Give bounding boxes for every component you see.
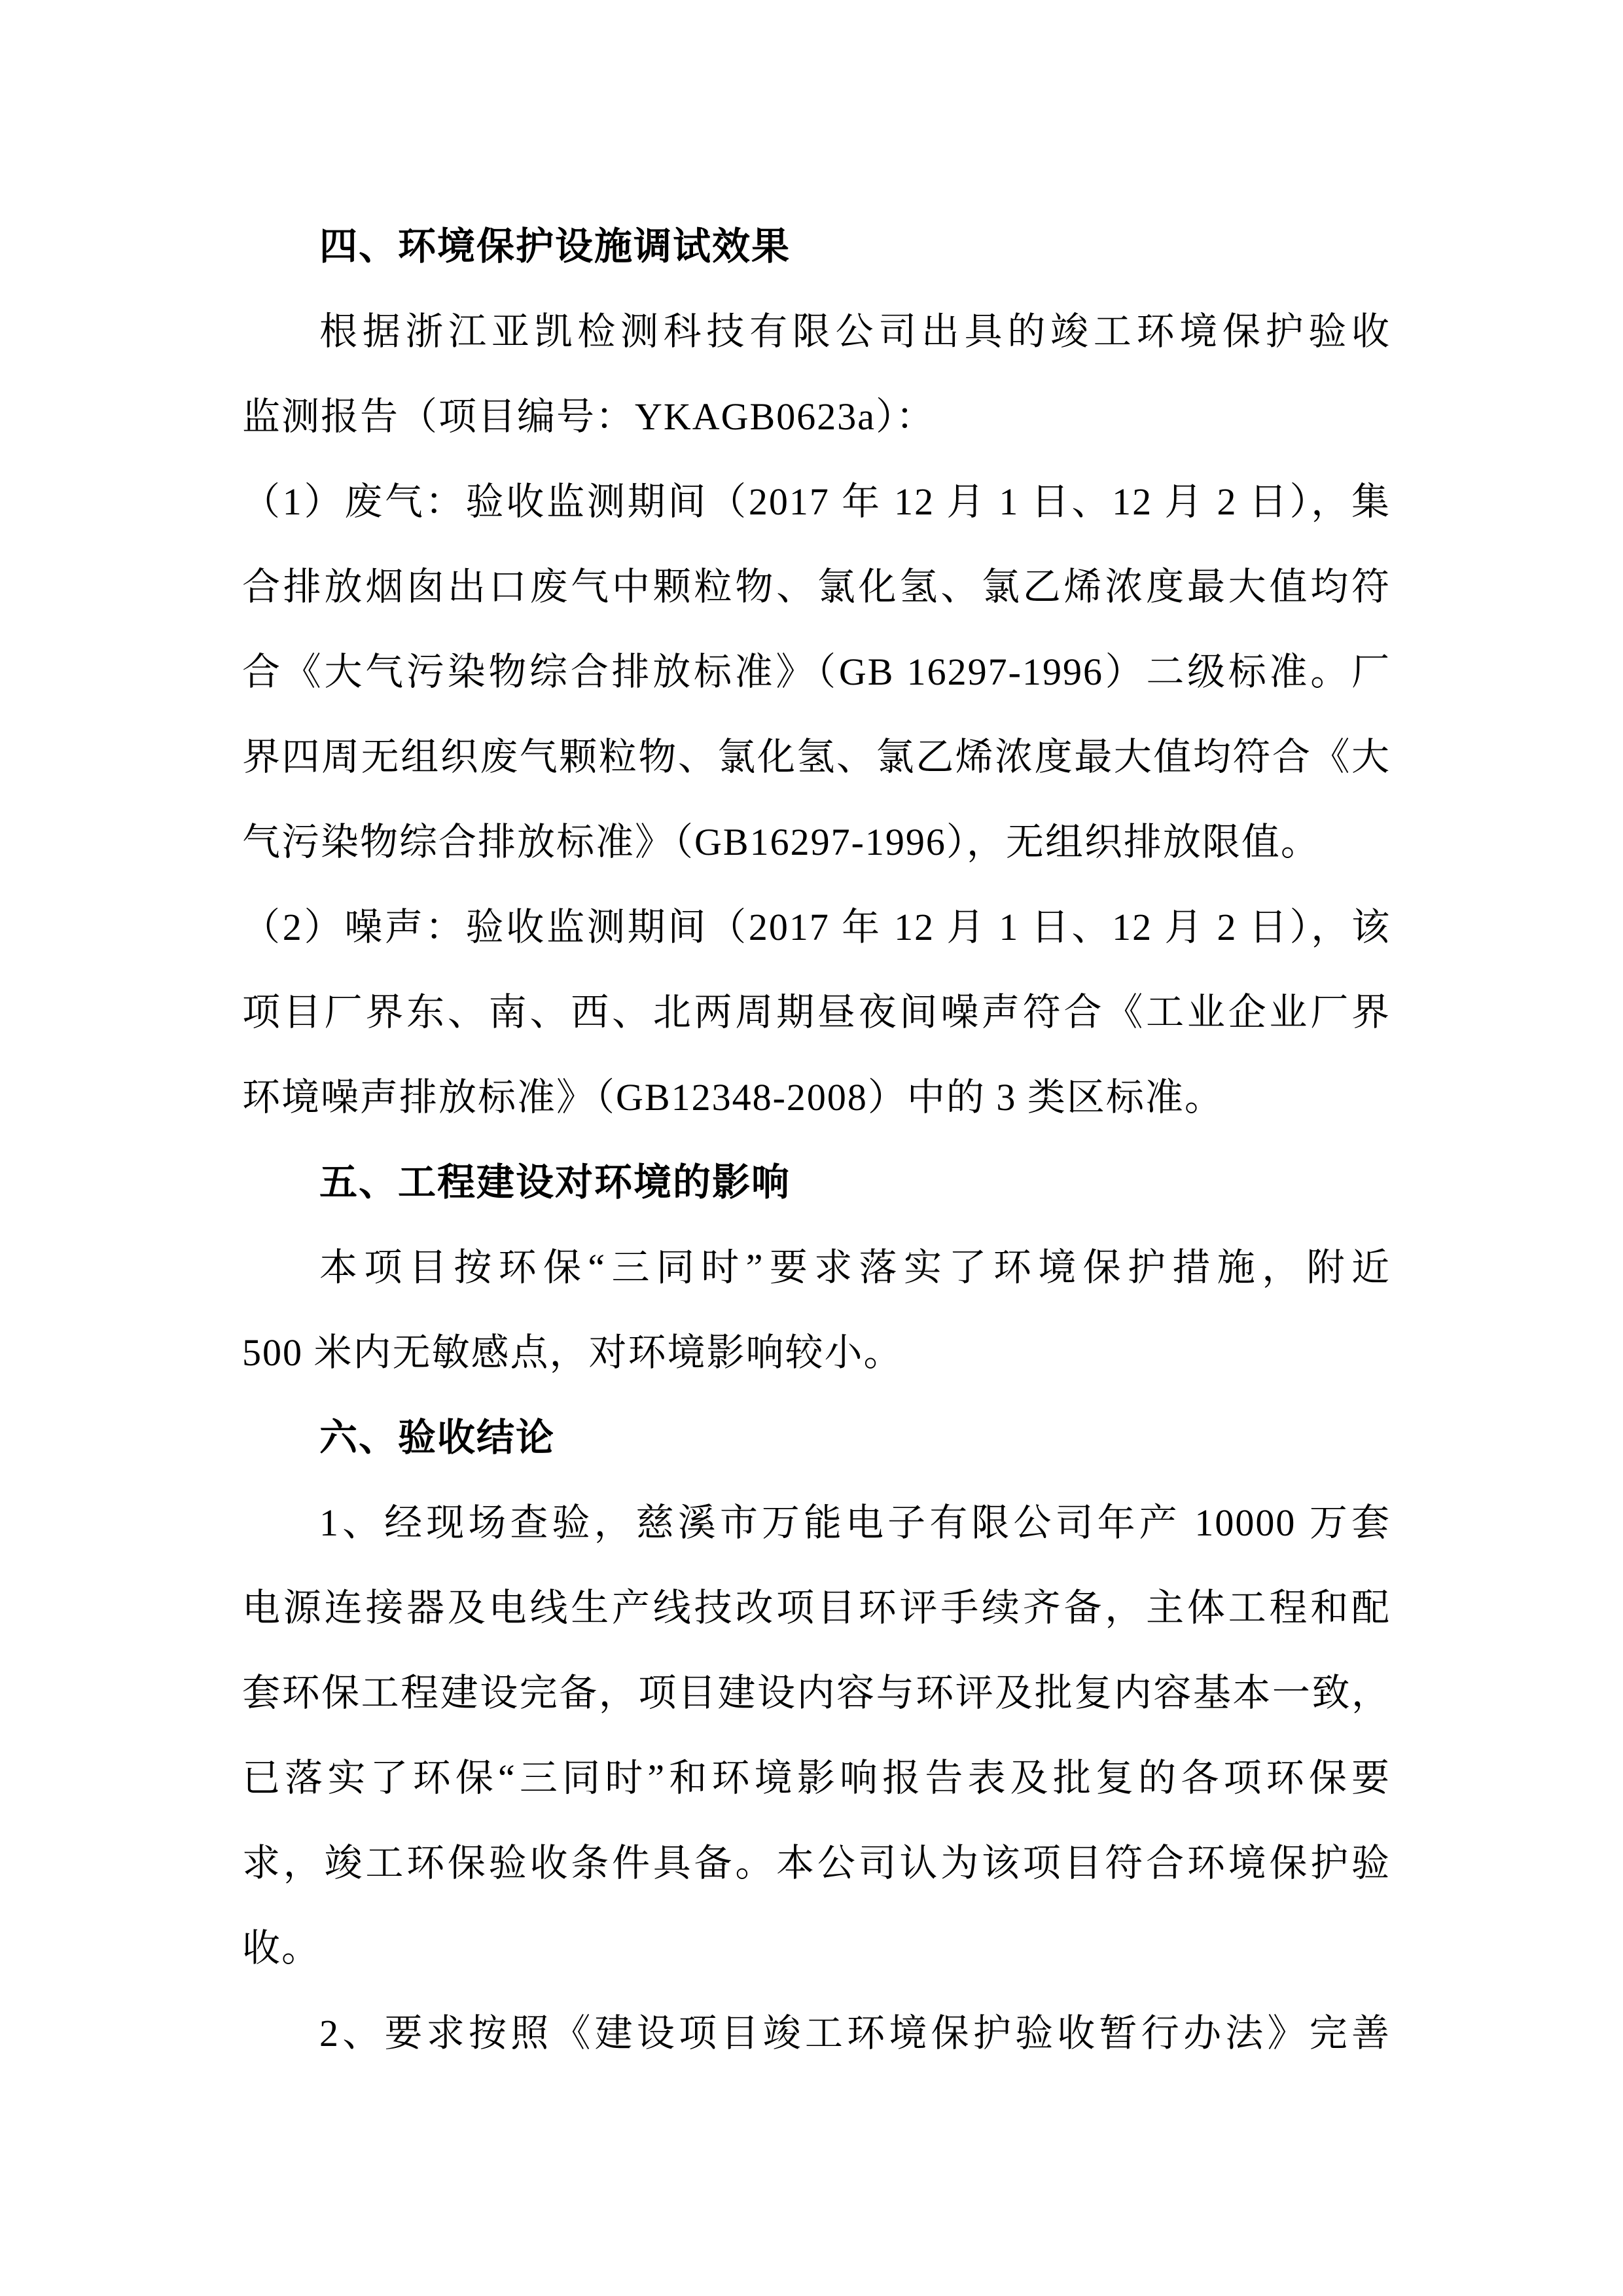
section-heading-five: 五、工程建设对环境的影响 <box>319 1161 791 1204</box>
text-line: 1、经现场查验，慈溪市万能电子有限公司年产 10000 万套 <box>319 1501 1391 1544</box>
section-heading-six: 六、验收结论 <box>319 1416 556 1459</box>
text-line: 500 米内无敏感点，对环境影响较小。 <box>242 1331 903 1374</box>
text-line: 合排放烟囱出口废气中颗粒物、氯化氢、氯乙烯浓度最大值均符 <box>242 565 1391 608</box>
text-line: 本项目按环保“三同时”要求落实了环境保护措施，附近 <box>319 1246 1391 1289</box>
text-line: 电源连接器及电线生产线技改项目环评手续齐备，主体工程和配 <box>242 1587 1391 1629</box>
section-heading-four: 四、环境保护设施调试效果 <box>319 225 791 268</box>
text-line: 合《大气污染物综合排放标准》（GB 16297-1996）二级标准。厂 <box>242 651 1391 693</box>
text-line: 求，竣工环保验收条件具备。本公司认为该项目符合环境保护验 <box>242 1842 1391 1884</box>
text-line: 环境噪声排放标准》（GB12348-2008）中的 3 类区标准。 <box>242 1076 1224 1119</box>
text-line: （2）噪声：验收监测期间（2017 年 12 月 1 日、12 月 2 日），该 <box>242 906 1391 948</box>
text-line: 监测报告（项目编号：YKAGB0623a）： <box>242 395 935 438</box>
text-line: 界四周无组织废气颗粒物、氯化氢、氯乙烯浓度最大值均符合《大 <box>242 736 1391 778</box>
text-line: 套环保工程建设完备，项目建设内容与环评及批复内容基本一致， <box>242 1672 1391 1714</box>
text-line: 根据浙江亚凯检测科技有限公司出具的竣工环境保护验收 <box>319 310 1391 353</box>
text-line: 收。 <box>242 1927 321 1969</box>
text-line: 气污染物综合排放标准》（GB16297-1996），无组织排放限值。 <box>242 821 1320 863</box>
document-text-block <box>242 204 1391 2076</box>
text-line: 2、要求按照《建设项目竣工环境保护验收暂行办法》完善 <box>319 2012 1391 2054</box>
text-line: （1）废气：验收监测期间（2017 年 12 月 1 日、12 月 2 日），集 <box>242 480 1391 523</box>
text-line: 已落实了环保“三同时”和环境影响报告表及批复的各项环保要 <box>242 1757 1391 1799</box>
text-line: 项目厂界东、南、西、北两周期昼夜间噪声符合《工业企业厂界 <box>242 991 1391 1033</box>
